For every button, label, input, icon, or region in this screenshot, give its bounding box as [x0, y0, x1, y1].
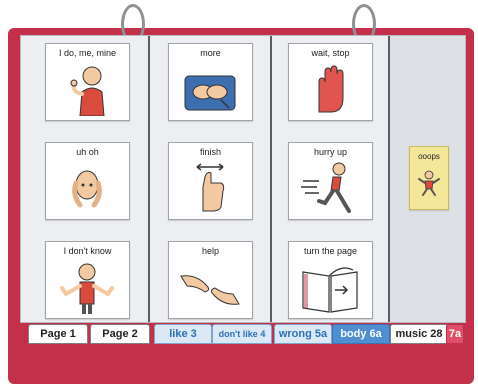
shrug-person-icon [54, 260, 121, 314]
tab-7a[interactable]: 7a [446, 324, 464, 344]
card-i-dont-know[interactable] [45, 241, 130, 319]
tab-music[interactable]: music 28 [390, 324, 448, 344]
card-label: ooops [418, 152, 440, 161]
card-label: I don't know [63, 246, 112, 256]
card-more[interactable] [168, 43, 253, 121]
card-i-do-me-mine[interactable] [45, 43, 130, 121]
communication-board [20, 35, 466, 323]
card-label: I do, me, mine [58, 48, 117, 58]
tab-page-2[interactable]: Page 2 [90, 324, 150, 344]
head-in-hands-icon [54, 161, 121, 215]
card-hurry-up[interactable] [288, 142, 373, 220]
person-pointing-self-icon [54, 62, 121, 116]
card-finish[interactable] [168, 142, 253, 220]
tab-like[interactable]: like 3 [154, 324, 212, 344]
hands-more-sign-icon [177, 62, 244, 116]
tab-page-1[interactable]: Page 1 [28, 324, 88, 344]
open-book-icon [297, 260, 364, 314]
tab-body[interactable]: body 6a [332, 324, 390, 344]
tab-wrong[interactable]: wrong 5a [274, 324, 332, 344]
card-label: help [201, 246, 219, 256]
helping-hands-icon [177, 260, 244, 314]
running-person-icon [297, 161, 364, 215]
card-label: uh oh [76, 147, 99, 157]
card-turn-the-page[interactable] [288, 241, 373, 319]
card-label: finish [199, 147, 221, 157]
card-wait-stop[interactable] [288, 43, 373, 121]
card-uh-oh[interactable] [45, 142, 130, 220]
card-label: wait, stop [311, 48, 350, 58]
card-label: turn the page [303, 246, 358, 256]
tab-dont-like[interactable]: don't like 4 [212, 324, 272, 344]
falling-person-icon [417, 169, 441, 197]
thumbs-up-icon [177, 161, 244, 215]
card-help[interactable] [168, 241, 253, 319]
card-label: hurry up [313, 147, 348, 157]
card-label: more [200, 48, 221, 58]
card-ooops[interactable] [409, 146, 449, 210]
stop-hand-icon [297, 62, 364, 116]
